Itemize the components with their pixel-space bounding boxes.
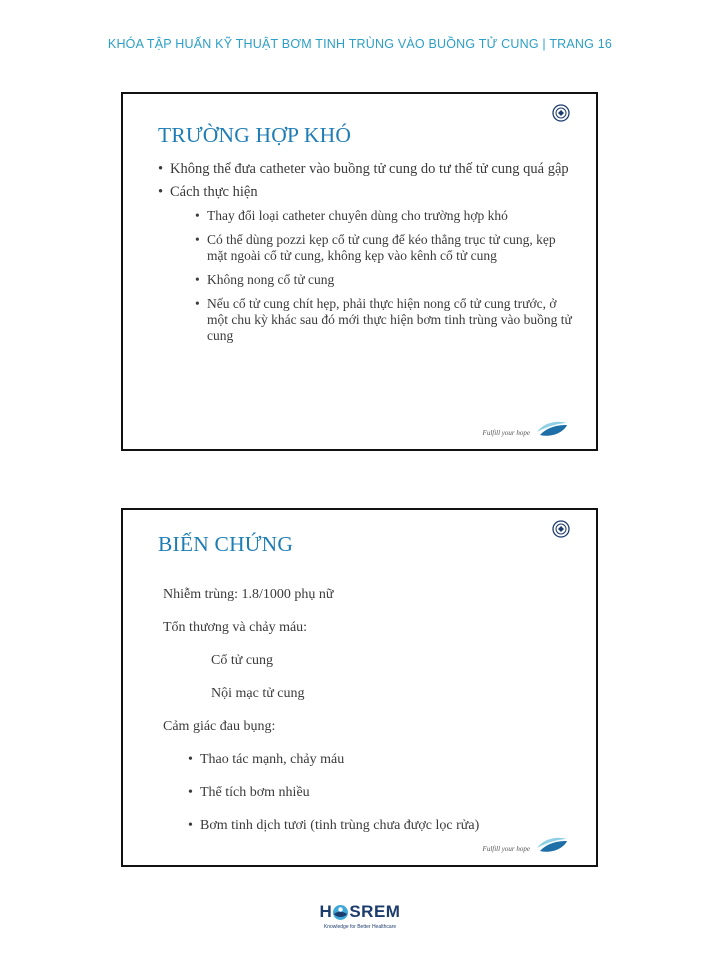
list-item: Cổ tử cung [211,653,274,668]
list-item: Cảm giác đau bụng: [163,719,276,734]
list-item: Tổn thương và chảy máu: [163,620,308,635]
list-item: • Thao tác mạnh, chảy máu [188,752,345,767]
slide-title: TRƯỜNG HỢP KHÓ [158,123,352,147]
sub-list-item: • Không nong cổ tử cung [195,272,335,287]
list-item: • Thể tích bơm nhiều [188,785,310,800]
list-item: Nhiễm trùng: 1.8/1000 phụ nữ [163,587,334,602]
list-item: Nội mạc tử cung [211,686,305,701]
sub-list-item: • Thay đổi loại catheter chuyên dùng cho trường hợp khó [195,208,508,223]
tagline: Fulfill your hope [482,845,530,853]
clinic-logo-icon [552,104,570,122]
slide-body [158,160,578,352]
footer-logo [0,903,720,930]
leaf-logo-icon [536,836,568,854]
list-item: • Cách thực hiện • Thay đổi loại catheter chuyên dùng cho trường hợp khó • Có thể dùng pozzi kẹp cổ tử cung để kéo thẳng trục tử cung, kẹp mặt ngoài cổ tử cung, không kẹp vào kênh cổ tử cung • Không nong cổ tử cung • Nếu cổ tử cung chít hẹp, phải thực hiện nong cổ tử cung trước, ở một chu kỳ khác sau đó mới thực hiện bơm tinh trùng vào buồng tử cung [158,183,578,344]
leaf-logo-icon [536,420,568,438]
clinic-logo-icon [552,520,570,538]
brand-wordmark: H SREM [319,902,401,921]
list-item: • Không thể đưa catheter vào buồng tử cung do tư thế tử cung quá gập [158,161,569,177]
brand-tagline: Knowledge for Better Healthcare [323,924,397,930]
sub-list-item: • Nếu cổ tử cung chít hẹp, phải thực hiện nong cổ tử cung trước, ở một chu kỳ khác sau đó mới thực hiện bơm tinh trùng vào buồng tử cung [195,296,572,343]
list-item: • Bơm tinh dịch tươi (tinh trùng chưa được lọc rửa) [188,818,480,833]
page-header: KHÓA TẬP HUẤN KỸ THUẬT BƠM TINH TRÙNG VÀO BUỒNG TỬ CUNG | TRANG 16 [107,37,613,51]
sub-list-item: • Có thể dùng pozzi kẹp cổ tử cung để kéo thẳng trục tử cung, kẹp mặt ngoài cổ tử cung, không kẹp vào kênh cổ tử cung [195,232,556,263]
tagline: Fulfill your hope [482,429,530,437]
slide-title: BIẾN CHỨNG [158,532,294,556]
globe-icon [332,904,349,921]
slide-difficult-cases [121,92,598,451]
slide-complications [121,508,598,867]
